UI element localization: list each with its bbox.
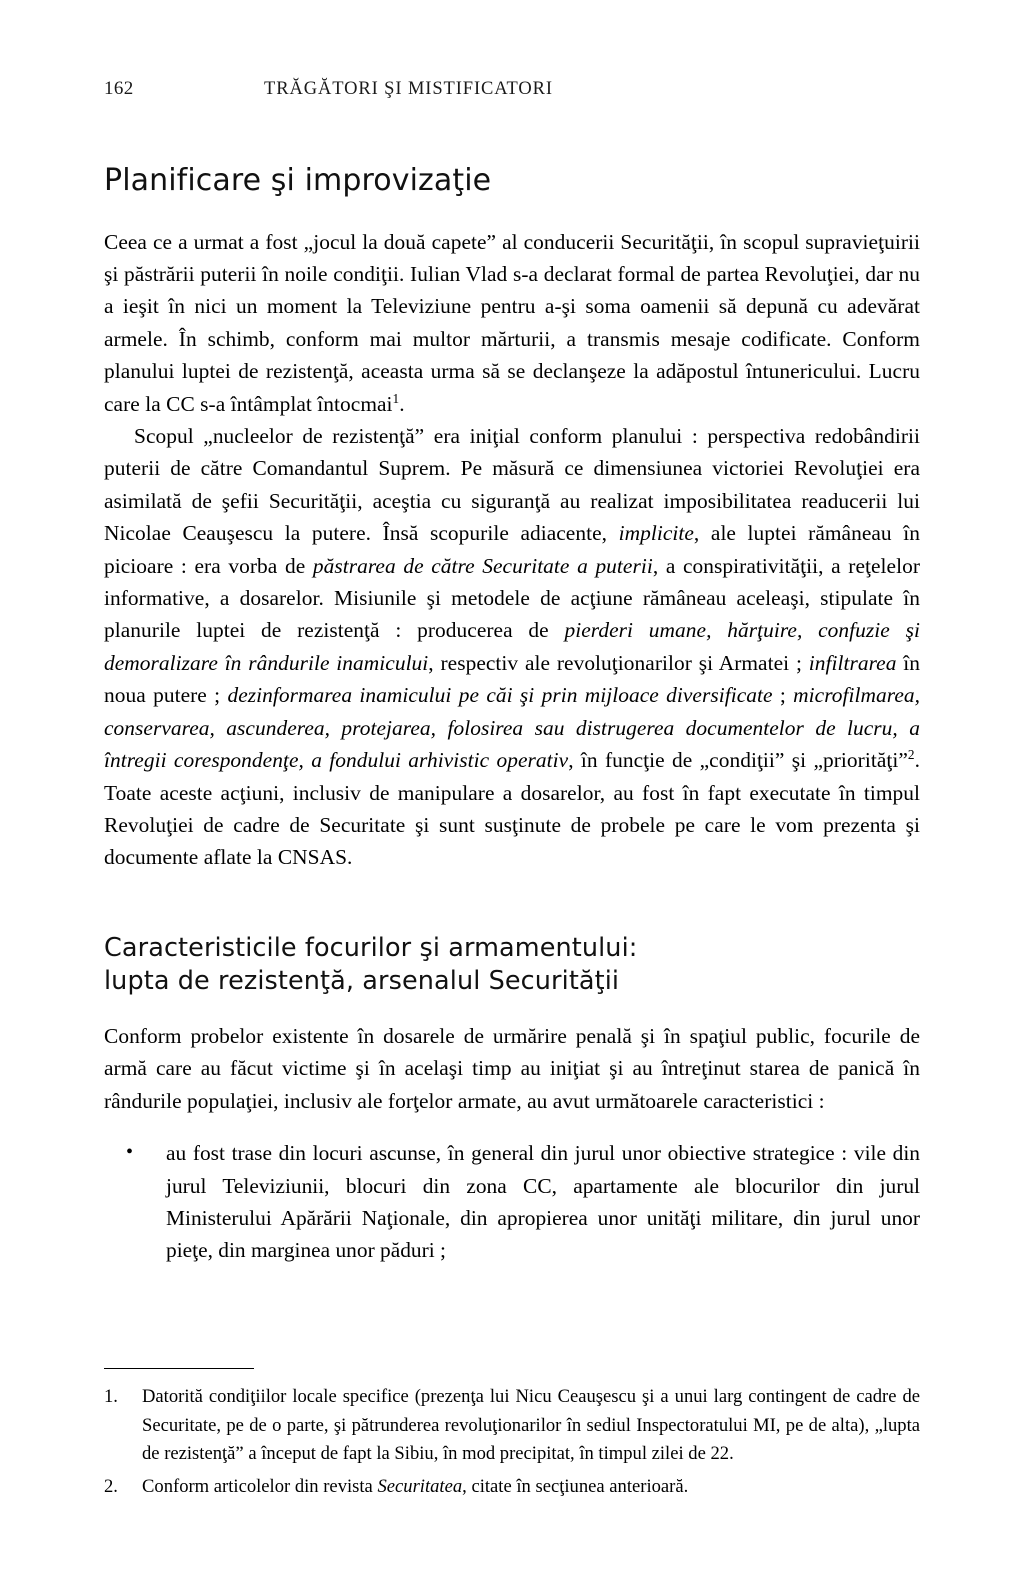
paragraph-2-italic-5: dezinformarea inamicului pe căi şi prin mijloace diversificate	[227, 683, 773, 708]
footnote-2-number: 2.	[104, 1475, 118, 1497]
paragraph-2-lead: Scopul „nucleelor de rezistenţă” era iniţial conform planului : perspectiva redobândirii puterii de către Comandantul Suprem. Pe măsură ce dimensiunea victoriei Revoluţiei era asimilată de şefii Securităţii, aceştia cu siguranţă au realizat imposibilitatea readucerii lui Nicolae Ceauşescu la putere. Însă scopurile adiacente,	[104, 424, 920, 546]
footnote-2-italic: Securitatea	[377, 1475, 463, 1497]
paragraph-2-tail: . Toate aceste acţiuni, inclusiv de manipulare a dosarelor, au fost în fapt executate în timpul Revoluţiei de cadre de Securitate şi sunt susţinute de probele pe care le vom prezenta şi documente aflate la CNSAS.	[104, 748, 920, 870]
footnote-2	[104, 1473, 920, 1501]
paragraph-2	[104, 420, 920, 874]
section-heading-caracteristicile	[104, 932, 920, 998]
footnote-1-text: Datorită condiţiilor locale specifice (prezenţa lui Nicu Ceauşescu şi a unui larg contingent de cadre de Securitate, pe de o parte, şi pătrunderea revoluţionarilor în sediul Inspectoratului MI, pe de alta), „lupta de rezistenţă” a început de fapt la Sibiu, în mod precipitat, în timpul zilei de 22.	[142, 1386, 920, 1465]
running-head	[104, 78, 920, 108]
footnote-2-text	[142, 1473, 920, 1501]
paragraph-2-mid-4: în noua putere ;	[104, 650, 920, 708]
paragraph-2-italic-4: infiltrarea	[808, 650, 897, 675]
paragraph-2-mid-2: , a conspirativităţii, a reţelelor informative, a dosarelor. Misiunile şi metodele de acţiune rămâneau aceleaşi, stipulate în planurile luptei de rezistenţă : producerea de	[104, 553, 920, 643]
section-heading-line-2: lupta de rezistenţă, arsenalul Securităţii	[104, 965, 620, 996]
running-head-title: TRĂGĂTORI ŞI MISTIFICATORI	[264, 79, 553, 99]
list-item: • au fost trase din locuri ascunse, în general din jurul unor obiective strategice : vile din jurul Televiziunii, blocuri din zona CC, apartamente ale blocurilor din jurul Ministerului Apărării Naţionale, din apropierea unor unităţi militare, din jurul unor pieţe, din marginea unor păduri ;	[104, 1137, 920, 1267]
paragraph-3: Conform probelor existente în dosarele de urmărire penală şi în spaţiul public, focurile de armă care au făcut victime şi în acelaşi timp au iniţiat şi au întreţinut starea de panică în rândurile populaţiei, inclusiv ale forţelor armate, au avut următoarele caracteristici :	[104, 1024, 920, 1113]
footnote-separator	[104, 1368, 254, 1369]
footnote-area	[104, 1368, 920, 1505]
paragraph-2-italic-3: pierderi umane, hărţuire, confuzie şi demoralizare în rândurile inamicului	[104, 618, 920, 675]
paragraph-2-mid-3: , respectiv ale revoluţionarilor şi Armatei ;	[428, 650, 809, 675]
section-heading-line-1: Caracteristicile focurilor şi armamentului:	[104, 932, 638, 963]
paragraph-1	[104, 226, 920, 420]
footnote-1-number: 1.	[104, 1386, 118, 1408]
paragraph-2-mid-5: ;	[772, 683, 794, 708]
characteristics-list	[104, 1137, 920, 1267]
paragraph-2-mid-1: , ale luptei rămâneau în picioare : era vorba de	[104, 521, 920, 578]
paragraph-2-italic-1: implicite	[618, 521, 694, 546]
footnote-marker-2[interactable]: 2	[907, 746, 915, 762]
paragraph-2-italic-6: microfilmarea, conservarea, ascunderea, protejarea, folosirea sau distrugerea documentelor de lucru, a întregii corespondenţe, a fondului arhivistic operativ	[104, 683, 921, 773]
footnote-2-text-before: Conform articolelor din revista	[142, 1475, 378, 1497]
paragraph-1-text: Ceea ce a urmat a fost „jocul la două capete” al conducerii Securităţii, în scopul supravieţuirii şi păstrării puterii în noile condiţii. Iulian Vlad s-a declarat formal de partea Revoluţiei, dar nu a ieşit în nici un moment la Televiziune pentru a-şi soma oamenii să depună cu adevărat armele. În schimb, conform mai multor mărturii, a transmis mesaje codificate. Conform planului luptei de rezistenţă, aceasta urma să se declanşeze la adăpostul întunericului. Lucru care la CC s-a întâmplat întocmai	[104, 229, 920, 416]
footnote-2-text-after: , citate în secţiunea anterioară.	[462, 1475, 689, 1497]
footnote-1	[104, 1383, 920, 1468]
page-number: 162	[104, 78, 134, 99]
paragraph-2-italic-2: păstrarea de către Securitate a puterii	[312, 553, 653, 578]
paragraph-2-mid-6: , în funcţie de „condiţii” şi „priorităţi”	[568, 748, 908, 773]
paragraph-1-tail: .	[399, 391, 405, 416]
section-heading-planificare: Planificare şi improvizaţie	[104, 163, 492, 198]
footnote-marker-1[interactable]: 1	[392, 390, 400, 406]
